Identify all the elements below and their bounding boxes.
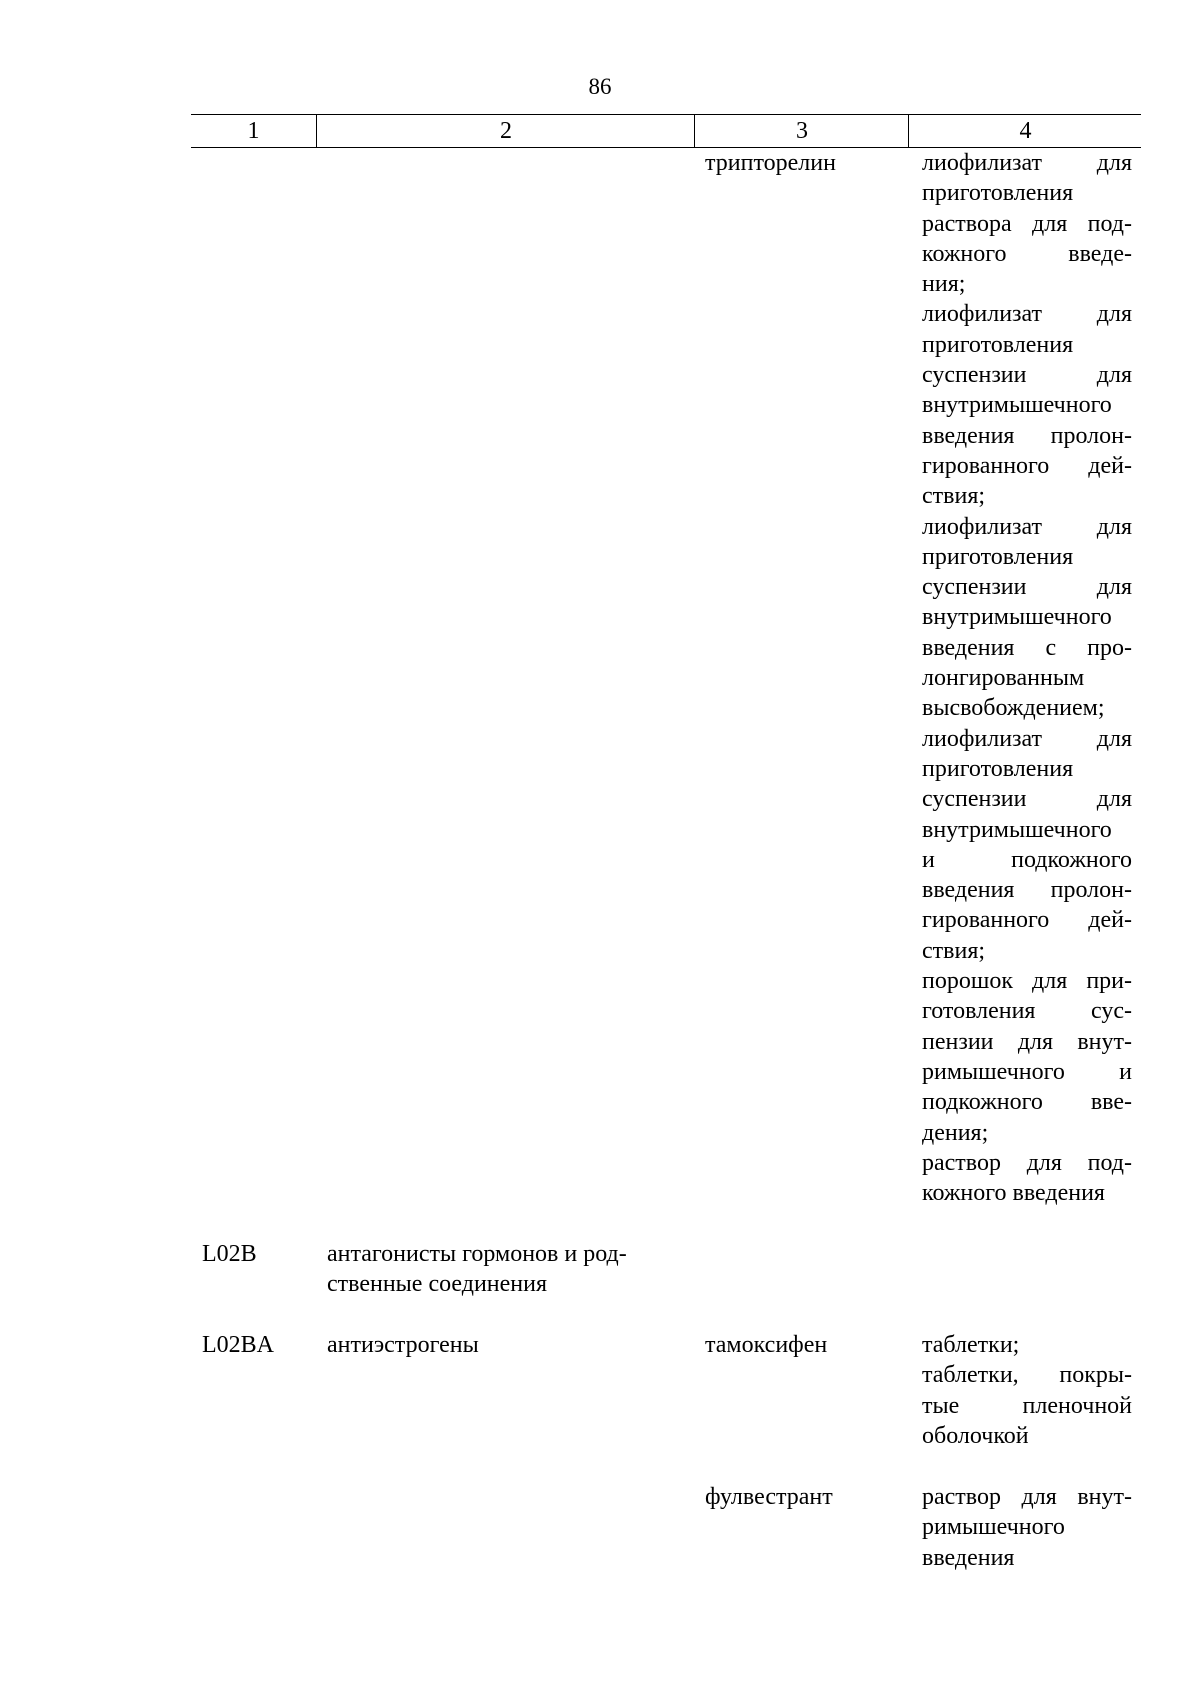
dosage-form-line: внутримышечного	[922, 392, 1112, 419]
dosage-form-line: оболочкой	[922, 1422, 1029, 1449]
dosage-form-line: приготовления	[922, 331, 1074, 358]
dosage-form-line: римышечного	[922, 1514, 1065, 1541]
dosage-form-line: порошок для при-	[922, 968, 1132, 995]
dosage-form-line: внутримышечного	[922, 604, 1112, 631]
table-header-col-1: 1	[247, 118, 260, 144]
dosage-form-line: приготовления	[922, 543, 1074, 570]
dosage-form-line: кожного введе-	[922, 240, 1132, 267]
dosage-form-line: суспензии для	[922, 362, 1132, 389]
dosage-form-line: лиофилизат для	[922, 150, 1132, 176]
dosage-forms-tamoxifen	[922, 1330, 1132, 1451]
dosage-form-line: внутримышечного	[922, 816, 1112, 843]
drug-name-triptorelin: трипторелин	[705, 150, 836, 176]
atc-code-l02b: L02B	[202, 1241, 257, 1267]
dosage-form-line: ствия;	[922, 937, 986, 964]
dosage-form-line: и подкожного	[922, 846, 1132, 873]
table-header-col-3: 3	[694, 115, 909, 147]
dosage-form-line: гированного дей-	[922, 907, 1132, 934]
dosage-form-line: раствора для под-	[922, 210, 1132, 237]
group-name-antiestrogens: антиэстрогены	[327, 1332, 479, 1358]
dosage-form-line: высвобождением;	[922, 695, 1105, 722]
dosage-form-line: пензии для внут-	[922, 1028, 1132, 1055]
dosage-form-line: ствия;	[922, 483, 986, 510]
dosage-form-line: суспензии для	[922, 786, 1132, 813]
dosage-form-line: лонгированным	[922, 665, 1085, 692]
dosage-form-line: приготовления	[922, 180, 1074, 207]
dosage-form-line: таблетки, покры-	[922, 1362, 1132, 1389]
drug-name-tamoxifen: тамоксифен	[705, 1332, 828, 1358]
table-header-col-4: 4	[908, 115, 1142, 147]
dosage-form-line: кожного введения	[922, 1180, 1105, 1207]
dosage-form-line: суспензии для	[922, 574, 1132, 601]
table-header-col-2: 2	[316, 115, 695, 147]
dosage-form-line: раствор для под-	[922, 1149, 1132, 1176]
dosage-form-line: лиофилизат для	[922, 513, 1132, 540]
dosage-forms-triptorelin	[922, 148, 1132, 1208]
atc-code-l02ba: L02BA	[202, 1332, 274, 1358]
dosage-form-line: приготовления	[922, 755, 1074, 782]
dosage-form-line: гированного дей-	[922, 452, 1132, 479]
page-number: 86	[588, 74, 612, 99]
drug-name-fulvestrant: фулвестрант	[705, 1484, 833, 1510]
dosage-form-line: лиофилизат для	[922, 725, 1132, 752]
dosage-form-line: римышечного и	[922, 1058, 1132, 1085]
dosage-form-line: введения пролон-	[922, 877, 1132, 904]
dosage-form-line: тые пленочной	[922, 1392, 1132, 1419]
dosage-form-line: введения с про-	[922, 634, 1132, 661]
dosage-form-line: введения пролон-	[922, 422, 1132, 449]
dosage-form-line: дения;	[922, 1119, 989, 1146]
dosage-form-line: таблетки;	[922, 1332, 1020, 1358]
dosage-forms-fulvestrant	[922, 1482, 1132, 1573]
table-header-row	[191, 114, 1141, 148]
dosage-form-line: готовления сус-	[922, 998, 1132, 1025]
group-name-hormone-antagonists: антагонисты гормонов и род- ственные соединения	[327, 1241, 627, 1298]
dosage-form-line: лиофилизат для	[922, 301, 1132, 328]
dosage-form-line: раствор для внут-	[922, 1484, 1132, 1510]
dosage-form-line: ния;	[922, 271, 966, 298]
dosage-form-line: введения	[922, 1544, 1015, 1571]
dosage-form-line: подкожного вве-	[922, 1089, 1132, 1116]
